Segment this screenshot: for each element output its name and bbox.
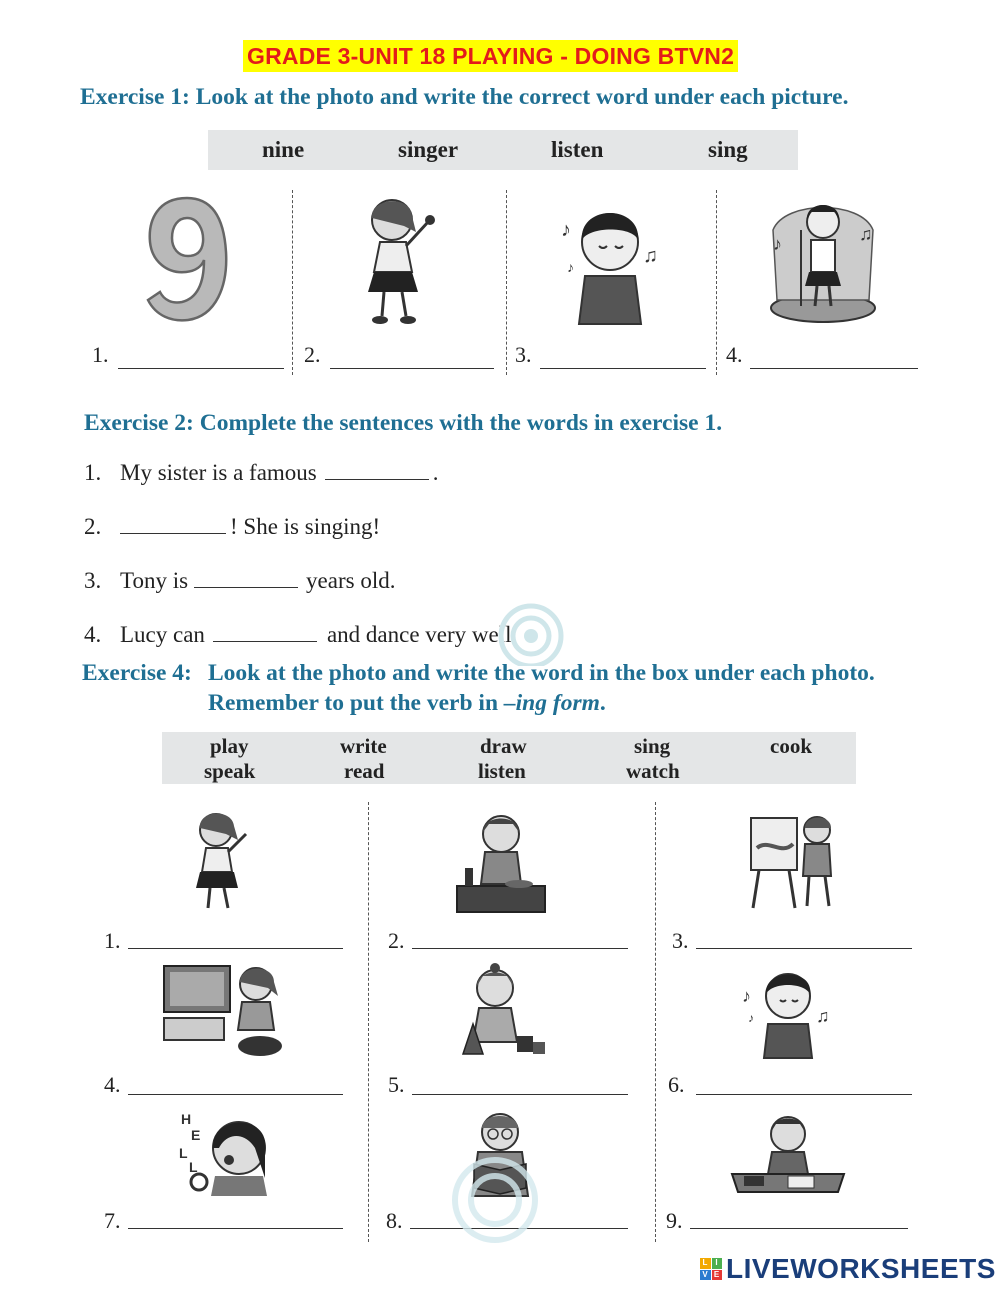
number-nine-picture [140,190,235,325]
worksheet-title: GRADE 3-UNIT 18 PLAYING - DOING BTVN2 [243,40,738,72]
item-number: 7. [104,1208,121,1233]
sentence-blank-4[interactable] [213,641,317,642]
column-divider [655,802,656,1242]
watermark-swirl-icon [440,1150,550,1250]
word-box-item: singer [398,137,459,162]
girl-playing-toys-picture [455,962,550,1060]
sentence-text: My sister is a famous [120,460,317,485]
item-number: 2. [388,928,405,953]
item-number: 2. [304,342,321,367]
word-box-item: sing [708,137,748,162]
sentence-2 [84,514,380,540]
exercise4-heading-line2 [208,690,606,717]
column-divider [716,190,717,375]
boy-listening-music-picture [555,190,665,330]
sentence-text: years old. [306,568,396,593]
sentence-1 [84,460,439,486]
item-number: 4. [726,342,743,367]
sentence-3 [84,568,395,594]
sentence-4 [84,622,517,648]
word-box-item: watch [626,759,680,783]
girl-watching-tv-picture [160,960,295,1060]
answer-blank-3[interactable] [540,368,706,369]
item-number: 1. [104,928,121,953]
word-box-item: sing [634,734,671,758]
girl-speaking-hello-picture [175,1108,285,1196]
svg-text:♪: ♪ [773,234,782,254]
photo-answer-blank-9[interactable] [690,1228,908,1229]
sentence-number: 2. [84,514,102,539]
sentence-number: 4. [84,622,102,647]
svg-text:H: H [181,1111,192,1127]
heading-italic-text: –ing form [503,690,600,716]
sentence-text: Tony is [120,568,189,593]
photo-answer-blank-4[interactable] [128,1094,343,1095]
svg-text:♫: ♫ [643,245,658,267]
boy-writing-picture [728,1112,848,1197]
watermark-swirl-icon [486,596,576,666]
word-box-item: write [340,734,387,758]
girl-listening-music-picture [738,962,838,1062]
sentence-text: ! She is singing! [230,514,381,539]
item-number: 8. [386,1208,403,1233]
photo-answer-blank-6[interactable] [696,1094,912,1095]
word-box-item: draw [480,734,527,758]
word-box-item: play [210,734,249,758]
sentence-number: 1. [84,460,102,485]
exercise2-heading: Exercise 2: Complete the sentences with the words in exercise 1. [84,410,723,436]
answer-blank-1[interactable] [118,368,284,369]
word-box-item: listen [551,137,604,162]
item-number: 9. [666,1208,683,1233]
svg-text:L: L [189,1159,198,1175]
answer-blank-4[interactable] [750,368,918,369]
item-number: 4. [104,1072,121,1097]
sentence-number: 3. [84,568,102,593]
photo-answer-blank-3[interactable] [696,948,912,949]
word-box-item: nine [262,137,305,162]
word-box-item: read [344,759,385,783]
girl-singing-picture [180,806,260,918]
item-number: 1. [92,342,109,367]
boy-painting-picture [745,808,840,913]
svg-text:♪: ♪ [561,219,571,241]
item-number: 3. [515,342,532,367]
svg-text:♪: ♪ [742,986,751,1006]
liveworksheets-logo-icon: L I V E [700,1258,722,1280]
item-number: 6. [668,1072,685,1097]
boy-cooking-picture [453,808,548,916]
sentence-text: Lucy can [120,622,205,647]
column-divider [368,802,369,1242]
girl-singing-picture [350,190,450,330]
svg-text:♫: ♫ [859,224,873,244]
word-box-item: cook [770,734,812,758]
word-box-item: listen [478,759,526,783]
svg-text:♫: ♫ [816,1006,830,1026]
exercise4-word-box [162,732,856,784]
exercise1-heading: Exercise 1: Look at the photo and write the correct word under each picture. [80,84,849,110]
exercise1-word-box [208,130,798,170]
heading-text: Remember to put the verb in [208,690,504,716]
sentence-text: . [432,460,439,485]
photo-answer-blank-7[interactable] [128,1228,343,1229]
svg-text:♪: ♪ [748,1011,754,1025]
item-number: 5. [388,1072,405,1097]
item-number: 3. [672,928,689,953]
sentence-blank-2[interactable] [120,533,226,534]
heading-text: . [599,690,606,716]
svg-text:♪: ♪ [567,261,574,276]
brand-name: LIVEWORKSHEETS [726,1253,996,1284]
liveworksheets-brand [700,1253,996,1285]
exercise4-heading-line1: Look at the photo and write the word in the box under each photo. [208,660,875,686]
word-box-item: speak [204,759,256,783]
exercise4-heading-label: Exercise 4: [82,660,192,686]
column-divider [292,190,293,375]
answer-blank-2[interactable] [330,368,494,369]
sentence-blank-1[interactable] [325,479,429,480]
svg-text:E: E [191,1127,201,1143]
photo-answer-blank-1[interactable] [128,948,343,949]
sentence-text: and dance very well. [326,622,518,647]
photo-answer-blank-2[interactable] [412,948,628,949]
singer-on-stage-picture [765,190,880,330]
sentence-blank-3[interactable] [194,587,298,588]
column-divider [506,190,507,375]
svg-text:L: L [179,1145,188,1161]
photo-answer-blank-5[interactable] [412,1094,628,1095]
